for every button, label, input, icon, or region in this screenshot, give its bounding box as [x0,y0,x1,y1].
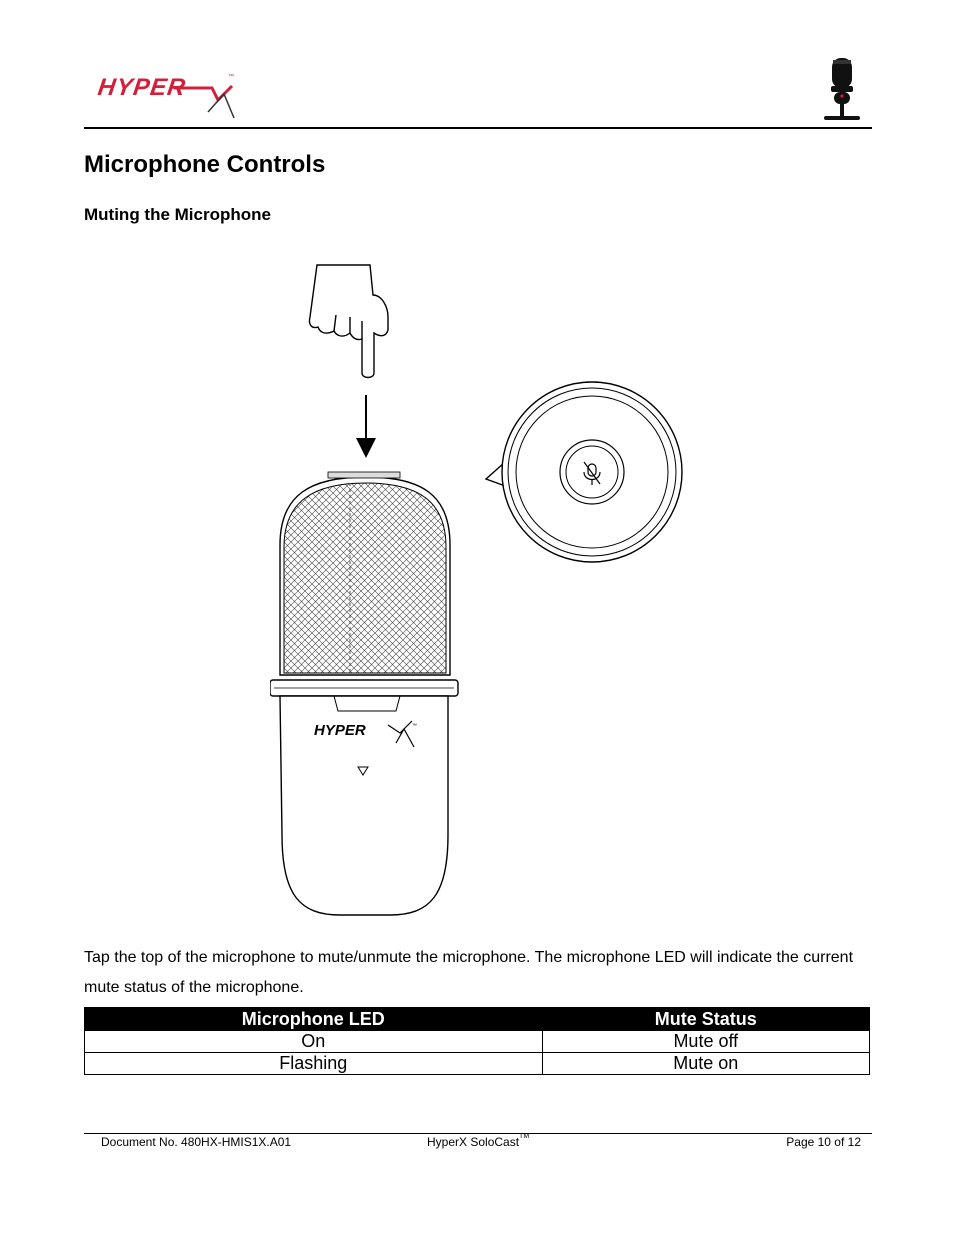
table-header-status: Mute Status [542,1008,869,1031]
table-row [85,1053,870,1075]
table-cell-status: Mute off [542,1031,869,1053]
footer-divider [84,1133,872,1134]
down-arrow-icon [356,395,376,458]
table-cell-led: On [85,1031,543,1053]
table-cell-status: Mute on [542,1053,869,1075]
footer-page-number: Page 10 of 12 [786,1135,861,1149]
mute-illustration [270,255,690,920]
pointing-hand-icon [309,265,388,378]
table-header-row [85,1008,870,1031]
footer-product-text: HyperX SoloCast [427,1135,520,1149]
header-divider [84,127,872,129]
microphone-illustration [270,472,458,915]
footer-product-name [427,1135,529,1149]
logo-tm: ™ [228,74,234,80]
microphone-product-icon [818,56,868,124]
footer-document-no: Document No. 480HX-HMIS1X.A01 [101,1135,292,1149]
section-subtitle: Muting the Microphone [84,205,271,224]
mute-status-table [84,1007,870,1075]
mic-logo-text: HYPER [314,722,366,739]
mic-logo-tm: ™ [412,723,417,729]
logo-text: HYPER [96,74,188,101]
mute-button-callout [486,382,682,562]
table-cell-led: Flashing [85,1053,543,1075]
logo-swoosh-icon [172,82,242,122]
hyperx-logo [92,70,242,120]
instruction-paragraph: Tap the top of the microphone to mute/unmute the microphone. The microphone LED will indicate the current mute status of the microphone. [84,949,854,996]
table-row [85,1031,870,1053]
page-title: Microphone Controls [84,151,326,178]
table-header-led: Microphone LED [85,1008,543,1031]
footer-product-tm: TM [519,1133,530,1140]
